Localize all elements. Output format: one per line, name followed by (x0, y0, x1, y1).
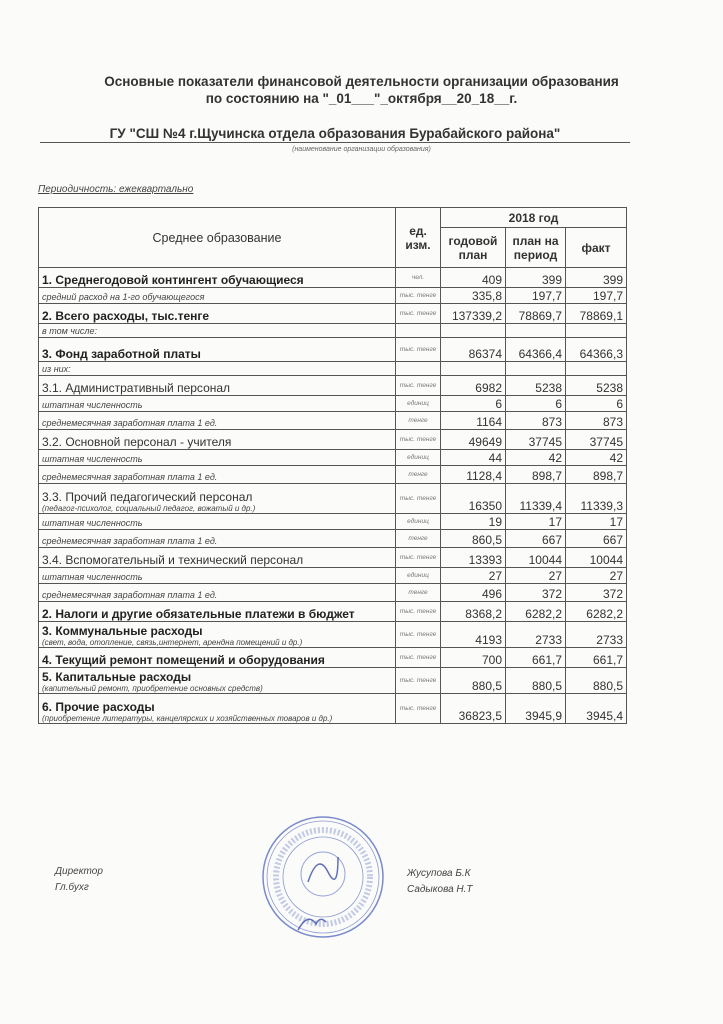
row-unit: тыс. тенге (396, 288, 441, 304)
cell-period-plan: 27 (506, 568, 566, 584)
row-sublabel: (педагог-психолог, социальный педагог, вожатый и др.) (42, 504, 256, 513)
cell-annual-plan: 860,5 (441, 530, 506, 548)
cell-period-plan: 873 (506, 412, 566, 430)
cell-fact: 661,7 (566, 648, 627, 668)
table-row (39, 530, 627, 548)
row-unit: тенге (396, 584, 441, 602)
table-row (39, 324, 627, 338)
header-fact: факт (566, 228, 627, 268)
cell-period-plan: 37745 (506, 430, 566, 450)
row-unit: тенге (396, 466, 441, 484)
row-unit (396, 324, 441, 338)
table-row (39, 694, 627, 724)
cell-period-plan: 197,7 (506, 288, 566, 304)
table-row (39, 396, 627, 412)
cell-fact: 11339,3 (566, 484, 627, 514)
row-unit: единиц (396, 514, 441, 530)
row-unit: единиц (396, 450, 441, 466)
row-label-cell (39, 430, 396, 450)
cell-annual-plan: 13393 (441, 548, 506, 568)
header-section: Среднее образование (39, 208, 396, 268)
cell-period-plan: 17 (506, 514, 566, 530)
header-unit: ед. изм. (396, 208, 441, 268)
cell-annual-plan: 1128,4 (441, 466, 506, 484)
row-sublabel: (свет, вода, отопление, связь,интернет, арендна помещений и др.) (42, 638, 303, 647)
row-label: штатная численность (42, 400, 143, 410)
row-label-cell (39, 548, 396, 568)
row-label-cell (39, 530, 396, 548)
cell-annual-plan: 496 (441, 584, 506, 602)
cell-fact: 372 (566, 584, 627, 602)
table-row (39, 430, 627, 450)
table-row (39, 514, 627, 530)
row-sublabel: (капительный ремонт, приобретение основных средств) (42, 684, 263, 693)
cell-annual-plan: 137339,2 (441, 304, 506, 324)
cell-fact: 6282,2 (566, 602, 627, 622)
cell-annual-plan: 700 (441, 648, 506, 668)
header-year: 2018 год (441, 208, 627, 228)
row-unit: единиц (396, 568, 441, 584)
row-label: 5. Капитальные расходы (42, 670, 192, 684)
cell-fact: 2733 (566, 622, 627, 648)
table-row (39, 466, 627, 484)
cell-fact: 898,7 (566, 466, 627, 484)
cell-annual-plan: 49649 (441, 430, 506, 450)
cell-fact: 37745 (566, 430, 627, 450)
table-body (39, 268, 627, 724)
row-unit: тыс. тенге (396, 622, 441, 648)
row-unit: тыс. тенге (396, 648, 441, 668)
row-label-cell (39, 396, 396, 412)
row-unit: тыс. тенге (396, 694, 441, 724)
row-sublabel: (приобретение литературы, канцелярских и хозяйственных товаров и др.) (42, 714, 333, 723)
row-label: штатная численность (42, 454, 143, 464)
table-row (39, 338, 627, 362)
row-label: в том числе: (42, 326, 98, 336)
row-label-cell (39, 602, 396, 622)
table-row (39, 376, 627, 396)
cell-period-plan: 78869,7 (506, 304, 566, 324)
cell-fact: 197,7 (566, 288, 627, 304)
cell-annual-plan: 16350 (441, 484, 506, 514)
row-label: среднемесячная заработная плата 1 ед. (42, 472, 218, 482)
table-row (39, 412, 627, 430)
row-label: 4. Текущий ремонт помещений и оборудования (42, 653, 325, 667)
row-label: 6. Прочие расходы (42, 700, 155, 714)
document-date-line: по состоянию на "_01___"_октября__20_18__г. (205, 91, 518, 106)
cell-period-plan: 64366,4 (506, 338, 566, 362)
organization-name: ГУ "СШ №4 г.Щучинска отдела образования Бурабайского района" (40, 126, 630, 143)
row-unit (396, 362, 441, 376)
cell-fact: 399 (566, 268, 627, 288)
table-row (39, 304, 627, 324)
cell-period-plan: 2733 (506, 622, 566, 648)
row-unit: тенге (396, 530, 441, 548)
row-label: штатная численность (42, 518, 143, 528)
director-title: Директор (55, 866, 103, 877)
cell-annual-plan: 86374 (441, 338, 506, 362)
cell-annual-plan: 880,5 (441, 668, 506, 694)
row-label-cell (39, 288, 396, 304)
cell-annual-plan (441, 324, 506, 338)
cell-period-plan: 11339,4 (506, 484, 566, 514)
cell-period-plan: 399 (506, 268, 566, 288)
row-label: из них: (42, 364, 71, 374)
row-label: среднемесячная заработная плата 1 ед. (42, 418, 218, 428)
cell-fact: 5238 (566, 376, 627, 396)
cell-annual-plan: 335,8 (441, 288, 506, 304)
row-label: 2. Всего расходы, тыс.тенге (42, 309, 210, 323)
cell-period-plan (506, 362, 566, 376)
table-row (39, 548, 627, 568)
cell-fact (566, 324, 627, 338)
cell-fact: 6 (566, 396, 627, 412)
row-label-cell (39, 584, 396, 602)
row-label-cell (39, 484, 396, 514)
cell-period-plan: 5238 (506, 376, 566, 396)
cell-period-plan: 6 (506, 396, 566, 412)
row-label-cell (39, 362, 396, 376)
cell-fact: 64366,3 (566, 338, 627, 362)
row-label-cell (39, 338, 396, 362)
row-label-cell (39, 376, 396, 396)
table-row (39, 288, 627, 304)
table-row (39, 450, 627, 466)
cell-annual-plan: 4193 (441, 622, 506, 648)
official-stamp-icon (258, 812, 388, 942)
cell-fact (566, 362, 627, 376)
row-label: 2. Налоги и другие обязательные платежи в бюджет (42, 607, 355, 621)
cell-period-plan: 3945,9 (506, 694, 566, 724)
organization-caption: (наименование организации образования) (292, 146, 431, 153)
row-label: средний расход на 1-го обучающегося (42, 292, 205, 302)
table-row (39, 622, 627, 648)
table-row (39, 584, 627, 602)
cell-fact: 17 (566, 514, 627, 530)
document-title: Основные показатели финансовой деятельности организации образования (104, 74, 619, 89)
table-row (39, 648, 627, 668)
row-label: 3. Фонд заработной платы (42, 347, 201, 361)
row-label-cell (39, 450, 396, 466)
accountant-title: Гл.бухг (55, 882, 89, 893)
row-label: 3.3. Прочий педагогический персонал (42, 490, 253, 504)
header-period-plan: план на период (506, 228, 566, 268)
row-label-cell (39, 622, 396, 648)
row-label-cell (39, 568, 396, 584)
row-label-cell (39, 268, 396, 288)
row-label: 1. Среднегодовой контингент обучающиеся (42, 273, 304, 287)
cell-period-plan: 898,7 (506, 466, 566, 484)
cell-period-plan: 372 (506, 584, 566, 602)
table-row (39, 268, 627, 288)
cell-fact: 10044 (566, 548, 627, 568)
cell-fact: 873 (566, 412, 627, 430)
cell-fact: 27 (566, 568, 627, 584)
periodicity-label: Периодичность: ежеквартально (38, 184, 194, 195)
cell-period-plan: 667 (506, 530, 566, 548)
cell-period-plan (506, 324, 566, 338)
row-label: 3.4. Вспомогательный и технический персонал (42, 553, 304, 567)
cell-fact: 667 (566, 530, 627, 548)
cell-period-plan: 10044 (506, 548, 566, 568)
row-unit: тыс. тенге (396, 430, 441, 450)
row-label-cell (39, 304, 396, 324)
cell-annual-plan: 8368,2 (441, 602, 506, 622)
header-annual-plan: годовой план (441, 228, 506, 268)
cell-annual-plan: 6982 (441, 376, 506, 396)
row-label: среднемесячная заработная плата 1 ед. (42, 590, 218, 600)
row-label-cell (39, 324, 396, 338)
signature-titles (55, 864, 103, 896)
row-unit: тыс. тенге (396, 338, 441, 362)
cell-annual-plan (441, 362, 506, 376)
cell-period-plan: 661,7 (506, 648, 566, 668)
row-unit: тыс. тенге (396, 602, 441, 622)
row-label-cell (39, 412, 396, 430)
cell-fact: 42 (566, 450, 627, 466)
cell-annual-plan: 19 (441, 514, 506, 530)
row-label: среднемесячная заработная плата 1 ед. (42, 536, 218, 546)
table-row (39, 568, 627, 584)
cell-annual-plan: 6 (441, 396, 506, 412)
cell-annual-plan: 409 (441, 268, 506, 288)
row-label-cell (39, 648, 396, 668)
accountant-name: Садыкова Н.Т (407, 884, 473, 895)
row-unit: тыс. тенге (396, 548, 441, 568)
row-label: 3.1. Административный персонал (42, 381, 231, 395)
row-unit: тыс. тенге (396, 668, 441, 694)
row-unit: тыс. тенге (396, 304, 441, 324)
cell-period-plan: 880,5 (506, 668, 566, 694)
row-unit: тенге (396, 412, 441, 430)
row-label: штатная численность (42, 572, 143, 582)
cell-annual-plan: 36823,5 (441, 694, 506, 724)
row-unit: единиц (396, 396, 441, 412)
row-unit: тыс. тенге (396, 376, 441, 396)
row-label-cell (39, 668, 396, 694)
row-label: 3.2. Основной персонал - учителя (42, 435, 232, 449)
table-row (39, 668, 627, 694)
cell-period-plan: 6282,2 (506, 602, 566, 622)
table-row (39, 484, 627, 514)
row-label-cell (39, 694, 396, 724)
row-label-cell (39, 514, 396, 530)
row-label: 3. Коммунальные расходы (42, 624, 203, 638)
director-name: Жусупова Б.К (407, 868, 471, 879)
row-unit: тыс. тенге (396, 484, 441, 514)
financial-indicators-table (38, 207, 627, 724)
signature-names (407, 866, 473, 898)
cell-annual-plan: 1164 (441, 412, 506, 430)
cell-period-plan: 42 (506, 450, 566, 466)
row-label-cell (39, 466, 396, 484)
cell-annual-plan: 44 (441, 450, 506, 466)
table-row (39, 362, 627, 376)
cell-fact: 880,5 (566, 668, 627, 694)
cell-annual-plan: 27 (441, 568, 506, 584)
table-row (39, 602, 627, 622)
cell-fact: 3945,4 (566, 694, 627, 724)
cell-fact: 78869,1 (566, 304, 627, 324)
row-unit: чел. (396, 268, 441, 288)
